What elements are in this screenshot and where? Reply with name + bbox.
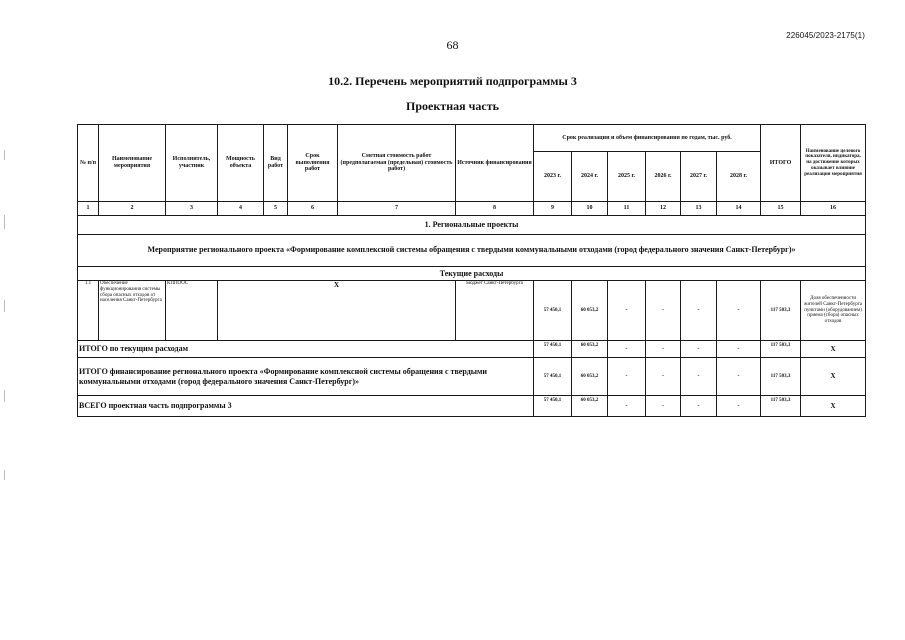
column-number: 7 — [338, 202, 456, 216]
column-number: 15 — [761, 202, 801, 216]
header-deadline: Срок выполнения работ — [288, 125, 338, 202]
total-indicator: Х — [801, 396, 866, 417]
current-expenses-heading: Текущие расходы — [78, 267, 866, 281]
activities-table — [77, 124, 866, 417]
row-total: 117 503,3 — [761, 281, 801, 341]
header-year-2024: 2024 г. — [572, 152, 608, 202]
total-2023: 57 450,1 — [534, 396, 572, 417]
header-year-2023: 2023 г. — [534, 152, 572, 202]
row-source: Бюджет Санкт-Петербурга — [456, 281, 534, 341]
total-indicator: Х — [801, 358, 866, 396]
total-label: ИТОГО финансирование регионального проекта «Формирование комплексной системы обращения с твердыми коммунальными отходами (город федерального значения Санкт-Петербург)» — [78, 358, 534, 396]
total-2027: - — [681, 341, 717, 358]
scan-margin-mark — [4, 300, 5, 312]
total-indicator: Х — [801, 341, 866, 358]
column-number: 5 — [264, 202, 288, 216]
total-row — [78, 396, 866, 417]
header-total: ИТОГО — [761, 125, 801, 202]
total-2025: - — [608, 358, 646, 396]
row-2028: - — [717, 281, 761, 341]
header-work-type: Вид работ — [264, 125, 288, 202]
total-2023: 57 450,1 — [534, 341, 572, 358]
header-capacity: Мощность объекта — [218, 125, 264, 202]
total-2027: - — [681, 358, 717, 396]
scan-margin-mark — [4, 390, 5, 402]
header-period-group: Срок реализации и объем финансирования по годам, тыс. руб. — [534, 125, 761, 152]
column-number: 6 — [288, 202, 338, 216]
total-2025: - — [608, 341, 646, 358]
column-number: 14 — [717, 202, 761, 216]
total-label: ВСЕГО проектная часть подпрограммы 3 — [78, 396, 534, 417]
total-2026: - — [646, 341, 681, 358]
total-row — [78, 341, 866, 358]
total-2028: - — [717, 341, 761, 358]
section-subtitle: Проектная часть — [406, 99, 499, 113]
scan-margin-mark — [4, 470, 5, 480]
document-registration-number: 226045/2023-2175(1) — [786, 31, 865, 40]
header-executor: Исполнитель, участник — [166, 125, 218, 202]
row-indicator: Доля обеспеченности жителей Санкт-Петербурга пунктами (оборудованием) приема (сбора) опасных отходов — [801, 281, 866, 341]
row-name: Обеспечение функционирования системы сбора опасных отходов от населения Санкт-Петербурга — [99, 281, 166, 341]
column-number: 11 — [608, 202, 646, 216]
column-number: 9 — [534, 202, 572, 216]
row-2027: - — [681, 281, 717, 341]
row-2025: - — [608, 281, 646, 341]
total-2027: - — [681, 396, 717, 417]
section-title: 10.2. Перечень мероприятий подпрограммы 3 — [328, 74, 577, 88]
total-2028: - — [717, 396, 761, 417]
column-number: 13 — [681, 202, 717, 216]
column-number: 2 — [99, 202, 166, 216]
header-year-2028: 2028 г. — [717, 152, 761, 202]
column-number: 3 — [166, 202, 218, 216]
total-row — [78, 358, 866, 396]
page-number: 68 — [446, 38, 459, 52]
total-2026: - — [646, 358, 681, 396]
scan-margin-mark — [4, 215, 5, 229]
header-source: Источник финансирования — [456, 125, 534, 202]
total-sum: 117 503,3 — [761, 341, 801, 358]
column-number: 12 — [646, 202, 681, 216]
header-name: Наименование мероприятия — [99, 125, 166, 202]
header-cost: Сметная стоимость работ (предполагаемая (предельная) стоимость работ) — [338, 125, 456, 202]
column-number: 8 — [456, 202, 534, 216]
column-number: 10 — [572, 202, 608, 216]
regional-project-title: Мероприятие регионального проекта «Формирование комплексной системы обращения с твердыми коммунальными отходами (город федерального значения Санкт-Петербург)» — [78, 235, 866, 267]
total-2024: 60 053,2 — [572, 396, 608, 417]
header-year-2025: 2025 г. — [608, 152, 646, 202]
total-2025: - — [608, 396, 646, 417]
column-number: 16 — [801, 202, 866, 216]
total-2028: - — [717, 358, 761, 396]
row-cost: Х — [218, 281, 456, 341]
total-2023: 57 450,1 — [534, 358, 572, 396]
total-2024: 60 053,2 — [572, 358, 608, 396]
table-row — [78, 281, 866, 341]
row-executor: КППООС — [166, 281, 218, 341]
section-regional-projects: 1. Региональные проекты — [78, 216, 866, 235]
scan-margin-mark — [4, 150, 5, 160]
row-2023: 57 450,1 — [534, 281, 572, 341]
row-num: 1.1 — [78, 281, 99, 341]
total-2024: 60 053,2 — [572, 341, 608, 358]
total-sum: 117 503,3 — [761, 358, 801, 396]
header-indicator: Наименование целевого показателя, индикатора, на достижение которых оказывает влияние реализация мероприятия — [801, 125, 866, 202]
total-sum: 117 503,3 — [761, 396, 801, 417]
header-year-2027: 2027 г. — [681, 152, 717, 202]
row-2026: - — [646, 281, 681, 341]
header-num: № п/п — [78, 125, 99, 202]
row-2024: 60 053,2 — [572, 281, 608, 341]
column-number: 1 — [78, 202, 99, 216]
total-label: ИТОГО по текущим расходам — [78, 341, 534, 358]
header-year-2026: 2026 г. — [646, 152, 681, 202]
column-number: 4 — [218, 202, 264, 216]
total-2026: - — [646, 396, 681, 417]
